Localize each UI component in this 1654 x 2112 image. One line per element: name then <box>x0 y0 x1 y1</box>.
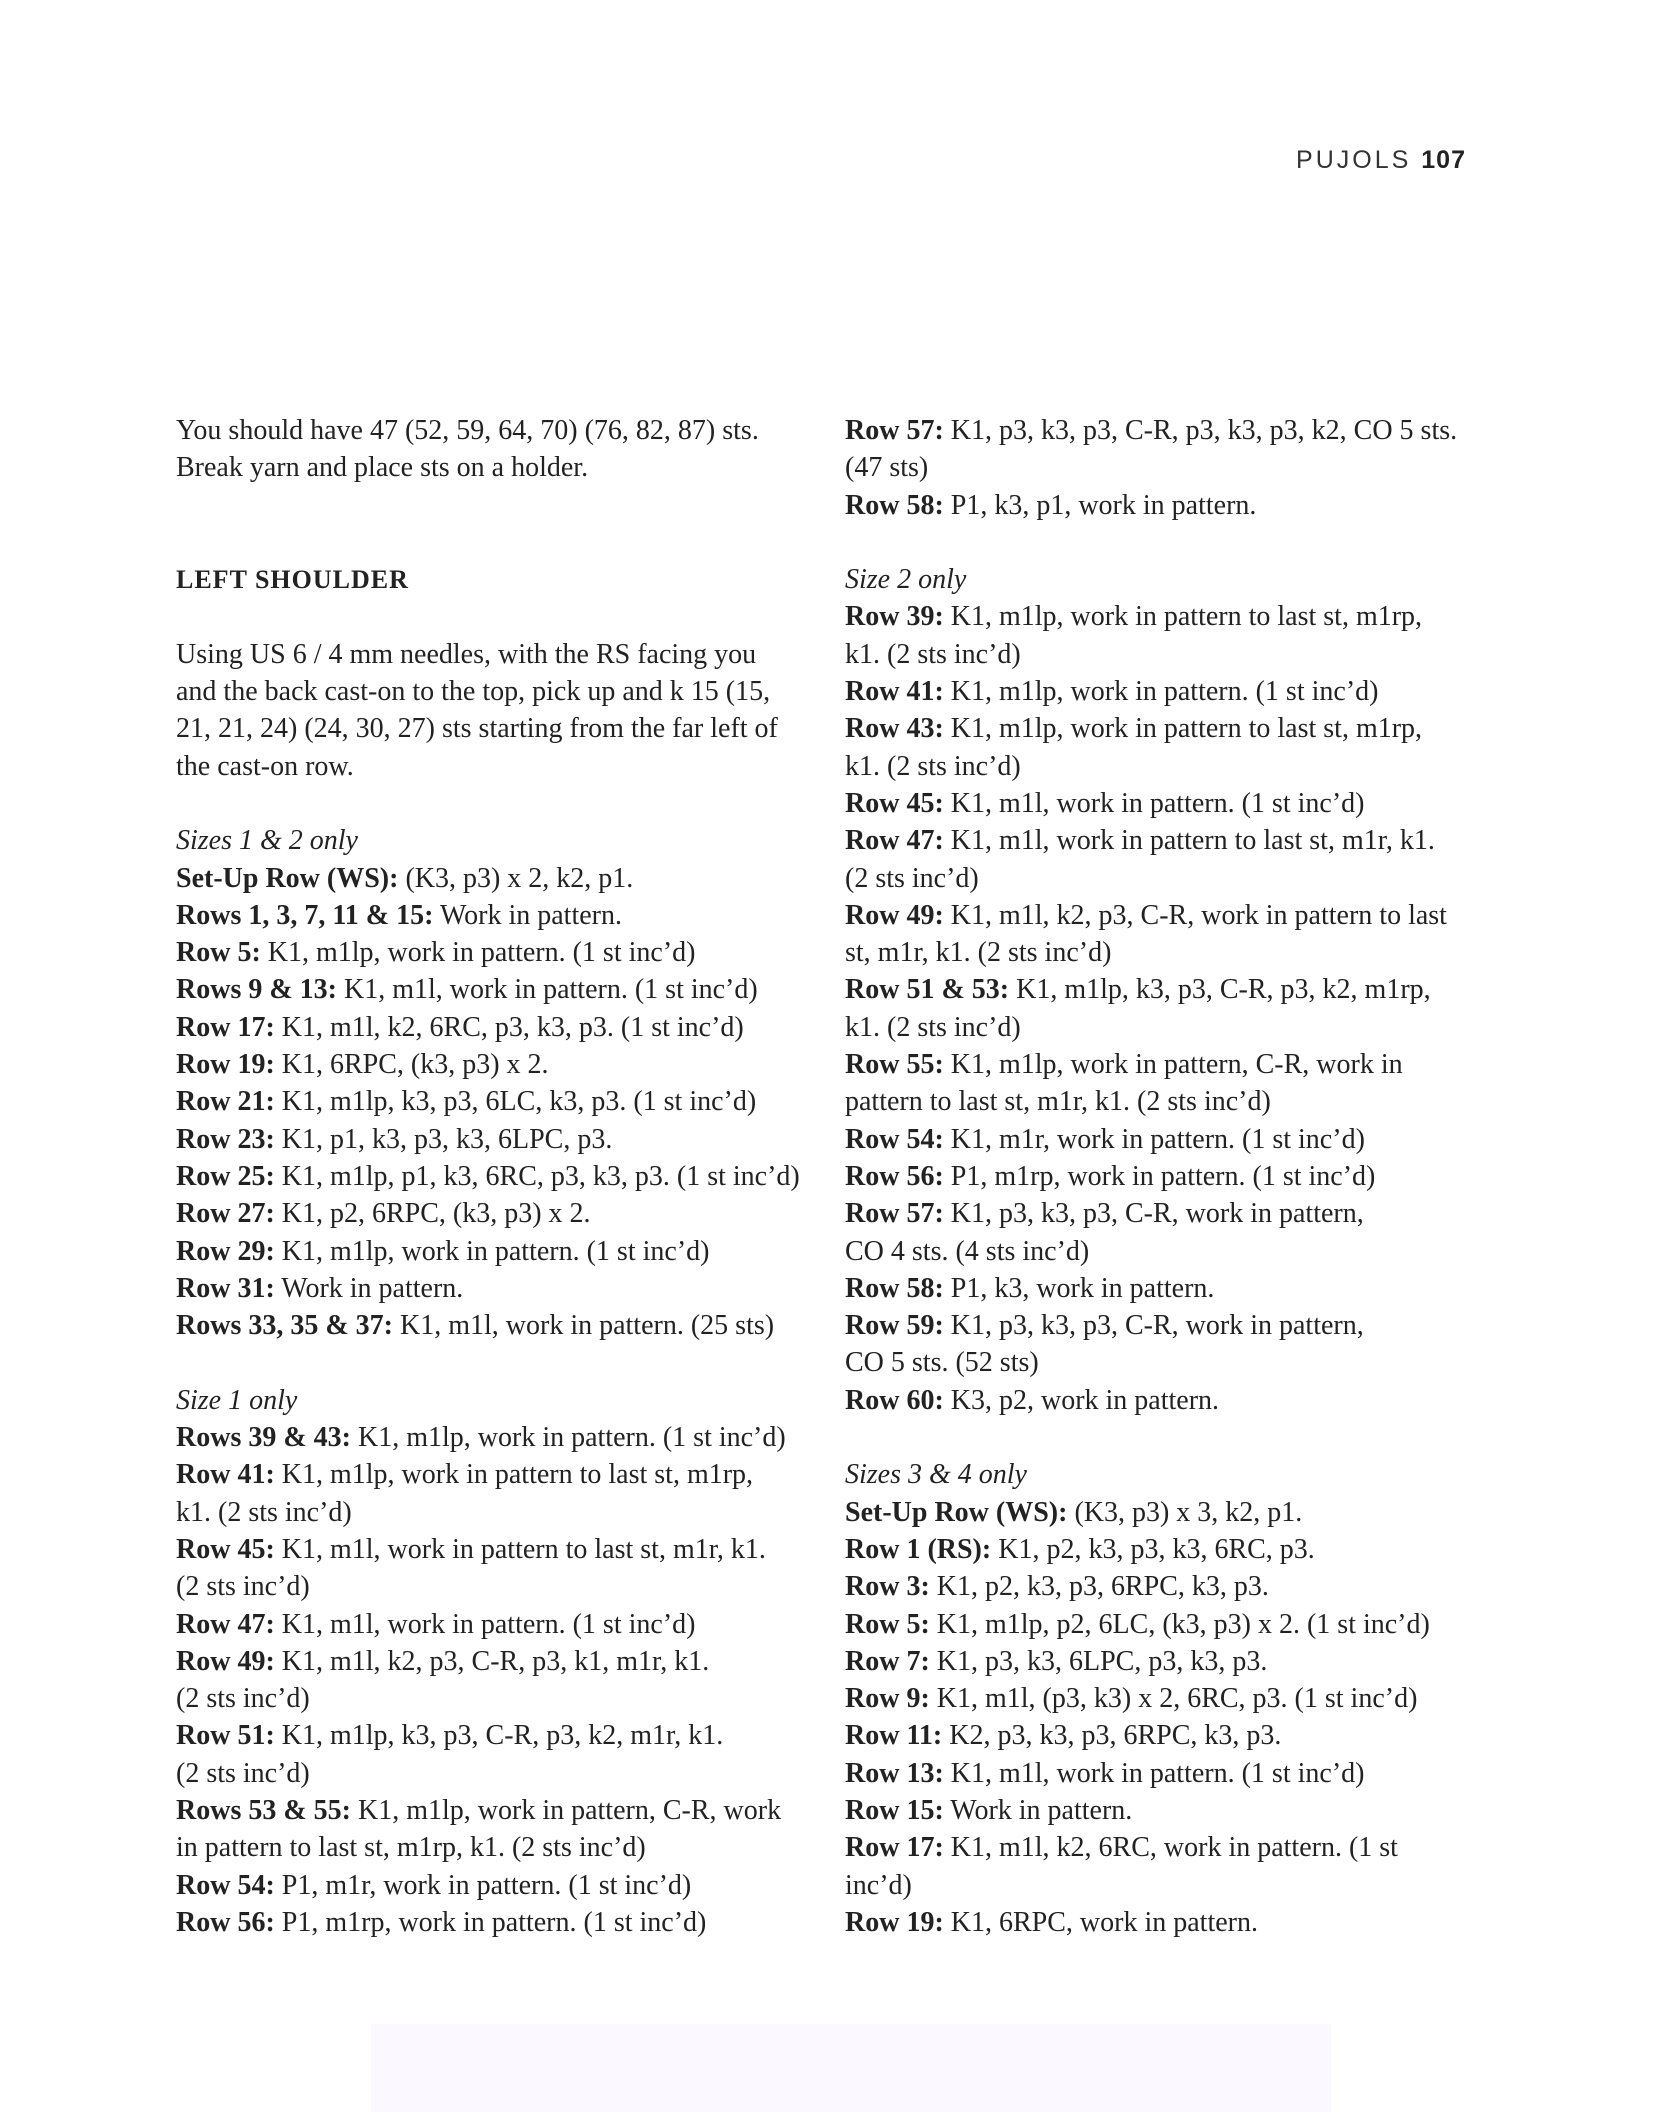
row-text: pattern to last st, m1r, k1. (2 sts inc’d) <box>845 1086 1271 1118</box>
footer-band <box>371 2024 1331 2112</box>
row-label: Row 3: <box>845 1571 930 1603</box>
page-number: 107 <box>1421 146 1466 174</box>
row-text: P1, m1r, work in pattern. (1 st inc’d) <box>274 1869 692 1901</box>
instruction-line <box>176 1083 816 1120</box>
row-text: CO 4 sts. (4 sts inc’d) <box>845 1235 1090 1267</box>
row-label: Row 51: <box>176 1720 275 1752</box>
row-text: K1, m1lp, work in pattern. (1 st inc’d) <box>260 937 696 969</box>
instruction-line <box>845 487 1485 524</box>
pickup-paragraph <box>176 636 816 785</box>
row-text: K1, m1lp, k3, p3, C-R, p3, k2, m1r, k1. <box>274 1720 724 1752</box>
row-text: inc’d) <box>845 1869 912 1901</box>
row-text: K1, m1lp, work in pattern to last st, m1rp, <box>274 1459 754 1491</box>
row-label: Row 47: <box>845 825 944 857</box>
row-text: (2 sts inc’d) <box>176 1757 310 1789</box>
row-label: Row 56: <box>845 1160 944 1192</box>
row-label: Row 57: <box>845 1198 944 1230</box>
instruction-line <box>845 1829 1485 1866</box>
text-line: 21, 21, 24) (24, 30, 27) sts starting from the far left of <box>176 713 778 745</box>
instruction-line <box>845 1195 1485 1232</box>
intro-paragraph <box>176 412 816 487</box>
row-text: Work in pattern. <box>943 1794 1133 1826</box>
row-label: Row 17: <box>845 1832 944 1864</box>
row-text: (K3, p3) x 2, k2, p1. <box>398 862 634 894</box>
instruction-line <box>176 1046 816 1083</box>
instruction-line <box>845 710 1485 747</box>
row-label: Row 43: <box>845 713 944 745</box>
row-text: P1, k3, p1, work in pattern. <box>943 489 1257 521</box>
instruction-line <box>176 1755 816 1792</box>
text-line: and the back cast-on to the top, pick up and k 15 (15, <box>176 676 771 708</box>
row-text: K1, 6RPC, (k3, p3) x 2. <box>274 1049 549 1081</box>
row-label: Row 54: <box>845 1123 944 1155</box>
subsection-title: Sizes 3 & 4 only <box>845 1459 1027 1491</box>
row-text: K1, p3, k3, p3, C-R, work in pattern, <box>943 1198 1364 1230</box>
instruction-line <box>845 1568 1485 1605</box>
row-label: Set-Up Row (WS): <box>845 1496 1068 1528</box>
instruction-rows <box>845 1494 1485 1942</box>
row-text: K3, p2, work in pattern. <box>943 1384 1220 1416</box>
instruction-line <box>176 1009 816 1046</box>
instruction-line <box>845 1344 1485 1381</box>
instruction-line <box>176 1606 816 1643</box>
row-text: k1. (2 sts inc’d) <box>845 1011 1021 1043</box>
row-text: K1, m1lp, k3, p3, C-R, p3, k2, m1rp, <box>1009 974 1431 1006</box>
row-text: K2, p3, k3, p3, 6RPC, k3, p3. <box>942 1720 1282 1752</box>
instruction-line <box>845 860 1485 897</box>
row-label: Row 45: <box>845 787 944 819</box>
row-text: K1, m1lp, work in pattern, C-R, work <box>351 1794 782 1826</box>
row-label: Row 41: <box>176 1459 275 1491</box>
row-text: K1, m1lp, work in pattern to last st, m1rp, <box>943 713 1423 745</box>
row-text: in pattern to last st, m1rp, k1. (2 sts inc’d) <box>176 1832 646 1864</box>
row-label: Row 23: <box>176 1123 275 1155</box>
row-text: K1, m1l, k2, p3, C-R, work in pattern to last <box>943 899 1447 931</box>
row-label: Row 5: <box>845 1608 930 1640</box>
row-text: K1, m1l, (p3, k3) x 2, 6RC, p3. (1 st inc’d) <box>929 1683 1418 1715</box>
instruction-line <box>176 860 816 897</box>
row-text: K1, m1lp, p1, k3, 6RC, p3, k3, p3. (1 st inc’d) <box>274 1160 800 1192</box>
instruction-line <box>176 1233 816 1270</box>
instruction-line <box>845 673 1485 710</box>
row-text: K1, m1lp, work in pattern to last st, m1rp, <box>943 601 1423 633</box>
running-head <box>1296 146 1466 175</box>
row-text: K1, p2, k3, p3, k3, 6RC, p3. <box>991 1533 1315 1565</box>
instruction-line <box>176 1904 816 1941</box>
row-label: Row 49: <box>845 899 944 931</box>
instruction-line <box>845 412 1485 449</box>
instruction-line <box>176 1456 816 1493</box>
instruction-line <box>845 1606 1485 1643</box>
row-text: K1, m1lp, work in pattern. (1 st inc’d) <box>351 1422 786 1454</box>
instruction-line <box>845 1121 1485 1158</box>
instruction-line <box>845 1046 1485 1083</box>
row-label: Row 39: <box>845 601 944 633</box>
row-label: Row 55: <box>845 1049 944 1081</box>
size-1-section <box>176 1382 816 1941</box>
instruction-line <box>845 1494 1485 1531</box>
subsection-title: Size 1 only <box>176 1384 298 1416</box>
row-text: K1, m1lp, k3, p3, 6LC, k3, p3. (1 st inc’d) <box>274 1086 757 1118</box>
row-label: Row 27: <box>176 1198 275 1230</box>
instruction-line <box>176 1829 816 1866</box>
row-text: K1, m1l, k2, p3, C-R, p3, k1, m1r, k1. <box>274 1645 710 1677</box>
row-text: K1, m1l, k2, 6RC, p3, k3, p3. (1 st inc’d) <box>274 1011 744 1043</box>
row-label: Set-Up Row (WS): <box>176 862 399 894</box>
text-line: Break yarn and place sts on a holder. <box>176 452 589 484</box>
instruction-rows <box>176 860 816 1345</box>
instruction-line <box>176 1643 816 1680</box>
row-text: P1, m1rp, work in pattern. (1 st inc’d) <box>274 1906 707 1938</box>
row-text: k1. (2 sts inc’d) <box>845 638 1021 670</box>
instruction-line <box>845 1904 1485 1941</box>
row-label: Rows 9 & 13: <box>176 974 337 1006</box>
instruction-line <box>845 1158 1485 1195</box>
row-label: Row 45: <box>176 1533 275 1565</box>
instruction-line <box>845 1755 1485 1792</box>
instruction-line <box>845 748 1485 785</box>
instruction-line <box>845 1270 1485 1307</box>
row-text: K1, p3, k3, p3, C-R, p3, k3, p3, k2, CO 5 sts. <box>943 415 1458 446</box>
row-text: K1, p2, k3, p3, 6RPC, k3, p3. <box>929 1571 1269 1603</box>
instruction-line <box>845 1531 1485 1568</box>
row-label: Row 58: <box>845 1272 944 1304</box>
row-text: Work in pattern. <box>274 1272 464 1304</box>
row-text: P1, m1rp, work in pattern. (1 st inc’d) <box>943 1160 1376 1192</box>
instruction-line <box>845 1083 1485 1120</box>
row-label: Row 13: <box>845 1757 944 1789</box>
instruction-line <box>845 934 1485 971</box>
row-label: Row 1 (RS): <box>845 1533 992 1565</box>
row-text: K1, m1lp, work in pattern, C-R, work in <box>943 1049 1403 1081</box>
instruction-line <box>845 636 1485 673</box>
instruction-line <box>845 449 1485 486</box>
instruction-line <box>845 1867 1485 1904</box>
instruction-rows <box>845 598 1485 1419</box>
instruction-line <box>845 971 1485 1008</box>
row-label: Row 60: <box>845 1384 944 1416</box>
row-label: Rows 1, 3, 7, 11 & 15: <box>176 899 434 931</box>
row-text: K1, m1lp, work in pattern. (1 st inc’d) <box>943 676 1379 708</box>
sizes-1-2-section <box>176 822 816 1344</box>
row-label: Row 31: <box>176 1272 275 1304</box>
row-text: Work in pattern. <box>433 899 622 931</box>
instruction-line <box>845 1792 1485 1829</box>
size-2-section <box>845 561 1485 1419</box>
row-label: Row 58: <box>845 489 944 521</box>
row-text: (K3, p3) x 3, k2, p1. <box>1067 1496 1303 1528</box>
row-text: K1, m1l, k2, 6RC, work in pattern. (1 st <box>943 1832 1398 1864</box>
instruction-line <box>845 897 1485 934</box>
row-label: Row 57: <box>845 415 944 446</box>
row-label: Row 56: <box>176 1906 275 1938</box>
row-text: k1. (2 sts inc’d) <box>845 750 1021 782</box>
heading-spacer <box>176 524 816 561</box>
row-label: Row 19: <box>176 1049 275 1081</box>
left-column <box>176 412 816 1941</box>
row-text: K1, m1l, work in pattern. (1 st inc’d) <box>337 974 758 1006</box>
row-text: K1, m1lp, work in pattern. (1 st inc’d) <box>274 1235 710 1267</box>
row-label: Row 47: <box>176 1608 275 1640</box>
section-title: PUJOLS <box>1296 146 1412 174</box>
row-text: K1, p2, 6RPC, (k3, p3) x 2. <box>274 1198 591 1230</box>
row-text: K1, p3, k3, 6LPC, p3, k3, p3. <box>929 1645 1268 1677</box>
row-text: CO 5 sts. (52 sts) <box>845 1347 1039 1379</box>
instruction-line <box>176 1121 816 1158</box>
row-text: K1, m1l, work in pattern. (1 st inc’d) <box>274 1608 696 1640</box>
row-text: st, m1r, k1. (2 sts inc’d) <box>845 937 1112 969</box>
row-label: Row 19: <box>845 1906 944 1938</box>
text-line: Using US 6 / 4 mm needles, with the RS facing you <box>176 638 757 670</box>
instruction-line <box>176 1792 816 1829</box>
row-text: K1, p3, k3, p3, C-R, work in pattern, <box>943 1310 1364 1342</box>
instruction-line <box>845 1382 1485 1419</box>
instruction-line <box>176 1419 816 1456</box>
section-heading: LEFT SHOULDER <box>176 565 409 595</box>
row-label: Rows 39 & 43: <box>176 1422 351 1454</box>
instruction-line <box>845 1643 1485 1680</box>
instruction-line <box>176 934 816 971</box>
subsection-title: Sizes 1 & 2 only <box>176 825 358 857</box>
instruction-line <box>845 1717 1485 1754</box>
instruction-line <box>845 598 1485 635</box>
text-line: the cast-on row. <box>176 750 354 782</box>
sizes-3-4-section <box>845 1456 1485 1941</box>
instruction-line <box>845 822 1485 859</box>
row-text: K1, m1lp, p2, 6LC, (k3, p3) x 2. (1 st inc’d) <box>929 1608 1430 1640</box>
row-text: K1, m1l, work in pattern. (25 sts) <box>393 1310 775 1342</box>
row-text: K1, m1l, work in pattern to last st, m1r, k1. <box>943 825 1435 857</box>
right-column <box>845 412 1485 1941</box>
row-label: Row 17: <box>176 1011 275 1043</box>
row-text: (2 sts inc’d) <box>176 1683 310 1715</box>
row-text: K1, p1, k3, p3, k3, 6LPC, p3. <box>274 1123 613 1155</box>
instruction-line <box>845 1307 1485 1344</box>
row-text: K1, m1l, work in pattern. (1 st inc’d) <box>943 1757 1365 1789</box>
instruction-line <box>176 1158 816 1195</box>
instruction-line <box>176 1568 816 1605</box>
row-text: P1, k3, work in pattern. <box>943 1272 1215 1304</box>
instruction-rows <box>176 1419 816 1941</box>
instruction-line <box>176 1270 816 1307</box>
row-label: Row 25: <box>176 1160 275 1192</box>
row-text: (2 sts inc’d) <box>845 862 979 894</box>
text-line: You should have 47 (52, 59, 64, 70) (76, 82, 87) sts. <box>176 415 759 446</box>
row-label: Row 49: <box>176 1645 275 1677</box>
row-label: Rows 33, 35 & 37: <box>176 1310 393 1342</box>
row-label: Rows 53 & 55: <box>176 1794 351 1826</box>
instruction-line <box>176 971 816 1008</box>
row-text: K1, m1r, work in pattern. (1 st inc’d) <box>943 1123 1365 1155</box>
row-text: K1, m1l, work in pattern. (1 st inc’d) <box>943 787 1365 819</box>
instruction-line <box>176 1307 816 1344</box>
row-text: K1, m1l, work in pattern to last st, m1r, k1. <box>274 1533 766 1565</box>
row-label: Row 5: <box>176 937 261 969</box>
row-text: (47 sts) <box>845 452 929 484</box>
instruction-line <box>176 897 816 934</box>
subsection-title: Size 2 only <box>845 564 967 596</box>
row-label: Row 29: <box>176 1235 275 1267</box>
instruction-line <box>176 1494 816 1531</box>
instruction-line <box>845 1009 1485 1046</box>
instruction-line <box>176 1195 816 1232</box>
row-label: Row 41: <box>845 676 944 708</box>
row-label: Row 54: <box>176 1869 275 1901</box>
row-text: k1. (2 sts inc’d) <box>176 1496 352 1528</box>
row-label: Row 7: <box>845 1645 930 1677</box>
instruction-line <box>845 785 1485 822</box>
row-label: Row 9: <box>845 1683 930 1715</box>
instruction-line <box>176 1680 816 1717</box>
instruction-line <box>845 1233 1485 1270</box>
instruction-line <box>176 1717 816 1754</box>
row-label: Row 21: <box>176 1086 275 1118</box>
instruction-line <box>845 1680 1485 1717</box>
row-label: Row 59: <box>845 1310 944 1342</box>
instruction-rows <box>845 412 1485 524</box>
row-label: Row 15: <box>845 1794 944 1826</box>
row-label: Row 11: <box>845 1720 943 1752</box>
row-text: K1, 6RPC, work in pattern. <box>943 1906 1258 1938</box>
row-text: (2 sts inc’d) <box>176 1571 310 1603</box>
row-label: Row 51 & 53: <box>845 974 1010 1006</box>
instruction-line <box>176 1867 816 1904</box>
instruction-line <box>176 1531 816 1568</box>
